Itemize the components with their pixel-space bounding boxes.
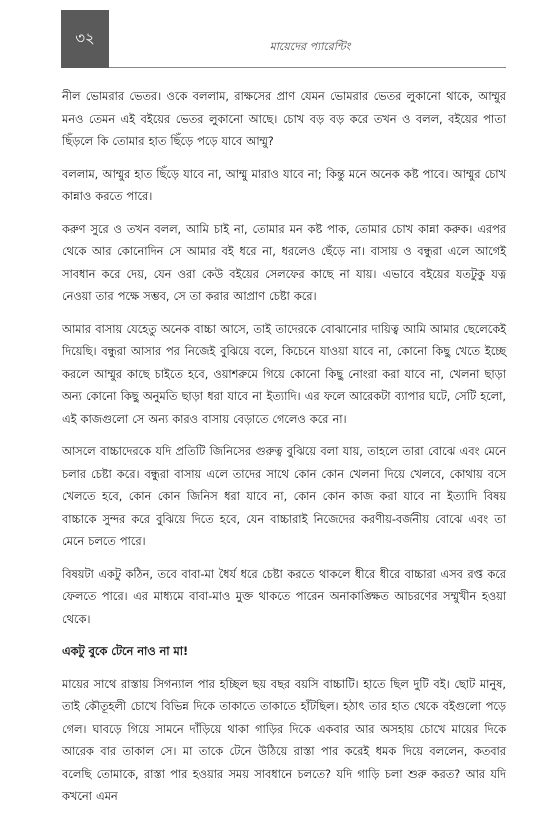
paragraph-1: নীল ভোমরার ভেতর। ওকে বললাম, রাক্ষসের প্রাণ যেমন ভোমরার ভেতর লুকানো থাকে, আম্মুর মনও তেমন এই বইয়ের ভেতর লুকানো আছে। চোখ বড় বড় করে তখন ও বলল, বইয়ের পাতা ছিঁড়লে কি তোমার হাত ছিঁড়ে পড়ে যাবে আম্মু?: [62, 90, 506, 148]
page-body: [62, 86, 506, 819]
paragraph-4: আমার বাসায় যেহেতু অনেক বাচ্চা আসে, তাই তাদেরকে বোঝানোর দায়িত্ব আমি আমার ছেলেকেই দিয়েছি। বন্ধুরা আসার পর নিজেই বুঝিয়ে বলে, কিচেনে যাওয়া যাবে না, কোনো কিছু খেতে ইচ্ছে করলে আম্মুর কাছে চাইতে হবে, ওয়াশরুমে গিয়ে কোনো কিছু নোংরা করা যাবে না, খেলনা ছাড়া অন্য কোনো কিছু অনুমতি ছাড়া ধরা যাবে না ইত্যাদি। এর ফলে আরেকটা ব্যাপার ঘটে, সেটি হলো, এই কাজগুলো সে অন্য কারও বাসায় বেড়াতে গেলেও করে না।: [62, 322, 506, 426]
paragraph-3: করুণ সুরে ও তখন বলল, আমি চাই না, তোমার মন কষ্ট পাক, তোমার চোখ কান্না করুক। এরপর থেকে আর কোনোদিন সে আমার বই ধরে না, ধরলেও ছেঁড়ে না। বাসায় ও বন্ধুরা এলে আগেই সাবধান করে দেয়, যেন ওরা কেউ বইয়ের সেলফের কাছে না যায়। এভাবে বইয়ের যতটুকু যত্ন নেওয়া তার পক্ষে সম্ভব, সে তা করার আপ্রাণ চেষ্টা করে।: [62, 222, 506, 303]
paragraph-7: মায়ের সাথে রাস্তায় সিগন্যাল পার হচ্ছিল ছয় বছর বয়সি বাচ্চাটি। হাতে ছিল দুটি বই। ছোট মানুষ, তাই কৌতূহলী চোখে বিভিন্ন দিকে তাকাতে তাকাতে হাঁটছিল। হঠাৎ তার হাত থেকে বইগুলো পড়ে গেল। ঘাবড়ে গিয়ে সামনে দাঁড়িয়ে থাকা গাড়ির দিকে একবার আর অসহায় চোখে মায়ের দিকে আরেক বার তাকাল সে। মা তাকে টেনে উঠিয়ে রাস্তা পার করেই ধমক দিয়ে বললেন, কতবার বলেছি তোমাকে, রাস্তা পার হওয়ার সময় সাবধানে চলতে? যদি গাড়ি চলা শুরু করত? আর যদি কখনো এমন: [62, 677, 506, 803]
section-heading: একটু বুকে টেনে নাও না মা!: [62, 645, 189, 658]
header-divider: [109, 67, 506, 68]
paragraph-6: বিষয়টা একটু কঠিন, তবে বাবা-মা ধৈর্য ধরে চেষ্টা করতে থাকলে ধীরে ধীরে বাচ্চারা এসব রপ্ত করে ফেলতে পারে। এর মাধ্যমে বাবা-মাও মুক্ত থাকতে পারেন অনাকাঙ্ক্ষিত আচরণের সম্মুখীন হওয়া থেকে।: [62, 567, 506, 626]
running-title: মায়েদের প্যারেন্টিং: [269, 40, 351, 53]
page-header: [0, 0, 554, 72]
page-number: ৩২: [61, 10, 109, 68]
paragraph-2: বললাম, আম্মুর হাত ছিঁড়ে যাবে না, আম্মু মারাও যাবে না; কিন্তু মনে অনেক কষ্ট পাবে। আম্মুর চোখ কান্নাও করতে পারে।: [62, 167, 506, 203]
paragraph-5: আসলে বাচ্চাদেরকে যদি প্রতিটি জিনিসের গুরুত্ব বুঝিয়ে বলা যায়, তাহলে তারা বোঝে এবং মেনে চলার চেষ্টা করে। বন্ধুরা বাসায় এলে তাদের সাথে কোন কোন খেলনা দিয়ে খেলবে, কোথায় বসে খেলতে হবে, কোন কোন জিনিস ধরা যাবে না, কোন কোন কাজ করা যাবে না ইত্যাদি বিষয় বাচ্চাকে সুন্দর করে বুঝিয়ে দিতে হবে, যেন বাচ্চারাই নিজেদের করণীয়-বর্জনীয় বোঝে এবং তা মেনে চলতে পারে।: [62, 445, 506, 548]
